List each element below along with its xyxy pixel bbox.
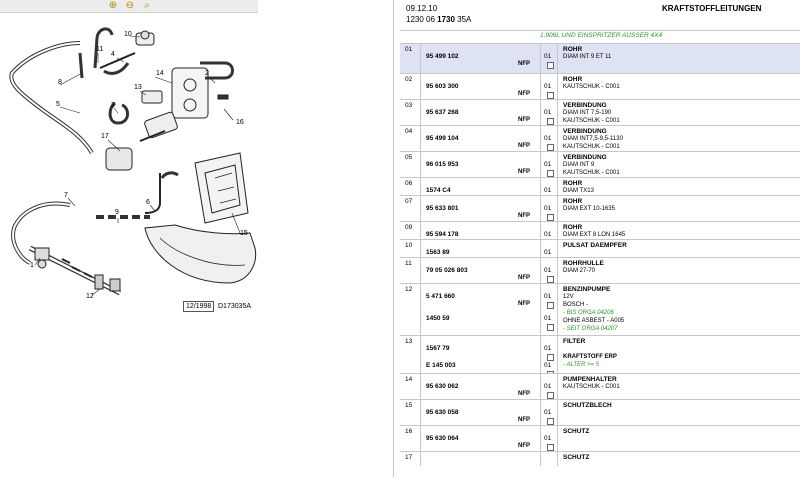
part-description: SCHUTZ: [563, 428, 590, 435]
part-detail: DIAM INT 7,5-190: [563, 110, 612, 116]
column-divider: [420, 452, 421, 466]
parts-list-header: [400, 0, 800, 28]
column-divider: [557, 426, 558, 452]
row-number: 15: [405, 402, 413, 409]
part-detail: DIAM EXT 10-1635: [563, 206, 615, 212]
part-detail: KAUTSCHUK - C001: [563, 170, 620, 176]
ref-part-c: 35A: [454, 15, 472, 24]
part-description: SCHUTZ: [563, 454, 590, 461]
row-number: 04: [405, 128, 413, 135]
part-number[interactable]: 1450 59: [426, 315, 450, 322]
column-divider: [420, 196, 421, 222]
subtitle-text: 1,906L UND EINSPRITZER AUSSER 4X4: [540, 32, 663, 39]
select-checkbox[interactable]: [547, 92, 554, 99]
part-description: BENZINPUMPE: [563, 286, 611, 293]
row-number: 02: [405, 76, 413, 83]
column-divider: [420, 336, 421, 374]
nfp-label: NFP: [518, 61, 530, 67]
callout-13: 13: [134, 84, 142, 91]
column-divider: [540, 178, 541, 196]
diagram-code: D173035A: [218, 303, 252, 310]
part-number[interactable]: 96 015 953: [426, 161, 459, 168]
part-detail: - ALTER >= 5: [563, 362, 600, 368]
callout-16: 16: [236, 119, 244, 126]
part-detail: - BIS ORGA 04206: [563, 310, 614, 316]
part-quantity: 01: [544, 109, 552, 116]
parts-row-02[interactable]: [400, 73, 800, 100]
part-detail: BOSCH -: [563, 302, 589, 308]
select-checkbox[interactable]: [547, 418, 554, 425]
part-detail: 12V: [563, 294, 574, 300]
row-number: 05: [405, 154, 413, 161]
nfp-label: NFP: [518, 91, 530, 97]
part-description: VERBINDUNG: [563, 128, 607, 135]
row-number: 07: [405, 198, 413, 205]
callout-9: 9: [115, 209, 119, 216]
part-quantity: 01: [544, 161, 552, 168]
nfp-label: NFP: [518, 417, 530, 423]
nfp-label: NFP: [518, 169, 530, 175]
page-title: KRAFTSTOFFLEITUNGEN: [662, 4, 762, 13]
part-description: ROHR: [563, 46, 583, 53]
column-divider: [420, 74, 421, 100]
column-divider: [557, 336, 558, 374]
part-detail: - SEIT ORGA 04207: [563, 326, 618, 332]
select-checkbox[interactable]: [547, 302, 554, 309]
column-divider: [540, 126, 541, 152]
part-number[interactable]: 95 633 801: [426, 205, 459, 212]
parts-row-06[interactable]: [400, 177, 800, 196]
part-number[interactable]: 5 471 660: [426, 293, 455, 300]
column-divider: [557, 452, 558, 466]
column-divider: [557, 126, 558, 152]
header-reference: [406, 15, 471, 24]
parts-row-04[interactable]: [400, 125, 800, 152]
row-number: 03: [405, 102, 413, 109]
part-number[interactable]: 79 05 026 803: [426, 267, 468, 274]
part-quantity: 01: [544, 293, 552, 300]
parts-row-15[interactable]: [400, 399, 800, 426]
part-detail: KAUTSCHUK - C001: [563, 118, 620, 124]
column-divider: [540, 44, 541, 74]
part-quantity: 01: [544, 135, 552, 142]
parts-row-03[interactable]: [400, 99, 800, 126]
row-number: 01: [405, 46, 413, 53]
part-description: ROHR: [563, 76, 583, 83]
row-number: 11: [405, 260, 412, 267]
part-description: FILTER: [563, 338, 586, 345]
column-divider: [557, 258, 558, 284]
part-detail: OHNE ASBEST - A005: [563, 318, 625, 324]
column-divider: [540, 258, 541, 284]
column-divider: [540, 400, 541, 426]
column-divider: [557, 240, 558, 258]
callout-11: 11: [96, 46, 104, 53]
part-quantity: 01: [544, 383, 552, 390]
zoom-out-icon[interactable]: ⊖: [125, 0, 135, 11]
part-number[interactable]: 95 499 104: [426, 135, 459, 142]
parts-row-01[interactable]: [400, 43, 800, 74]
nfp-label: NFP: [518, 275, 530, 281]
select-checkbox[interactable]: [547, 170, 554, 177]
part-number[interactable]: 95 603 300: [426, 83, 459, 90]
part-number[interactable]: 95 499 102: [426, 53, 459, 60]
part-quantity: 01: [544, 435, 552, 442]
part-quantity: 01: [544, 231, 552, 238]
part-quantity: 01: [544, 187, 552, 194]
part-number[interactable]: 1567 79: [426, 345, 450, 352]
part-detail: DIAM INT7,5-9,5-1130: [563, 136, 623, 142]
zoom-toolbar: [0, 0, 258, 13]
part-detail: DIAM TX13: [563, 188, 594, 194]
part-number[interactable]: E 145 003: [426, 362, 456, 369]
column-divider: [420, 240, 421, 258]
parts-row-13[interactable]: [400, 335, 800, 374]
part-description: PULSAT DAEMPFER: [563, 242, 627, 249]
row-number: 17: [405, 454, 413, 461]
column-divider: [540, 426, 541, 452]
parts-row-05[interactable]: [400, 151, 800, 178]
part-number[interactable]: 95 630 062: [426, 383, 459, 390]
column-divider: [557, 74, 558, 100]
column-divider: [557, 100, 558, 126]
callout-3: 3: [111, 102, 115, 109]
zoom-in-icon[interactable]: ⊕: [108, 0, 118, 11]
part-quantity: 01: [544, 205, 552, 212]
callout-1: 1: [30, 262, 34, 269]
callout-15: 15: [240, 230, 248, 237]
part-description: VERBINDUNG: [563, 154, 607, 161]
column-divider: [420, 400, 421, 426]
column-divider: [557, 284, 558, 336]
select-checkbox[interactable]: [547, 214, 554, 221]
column-divider: [420, 258, 421, 284]
column-divider: [557, 44, 558, 74]
parts-row-11[interactable]: [400, 257, 800, 284]
part-detail: DIAM INT 9: [563, 162, 595, 168]
callout-7: 7: [64, 192, 68, 199]
part-detail: KAUTSCHUK - C001: [563, 384, 620, 390]
row-number: 13: [405, 338, 413, 345]
callout-17: 17: [101, 133, 109, 140]
part-quantity: 01: [544, 249, 552, 256]
part-detail: DIAM 27-70: [563, 268, 596, 274]
row-number: 09: [405, 224, 413, 231]
column-divider: [557, 400, 558, 426]
column-divider: [420, 374, 421, 400]
column-divider: [557, 196, 558, 222]
column-divider: [540, 374, 541, 400]
part-description: SCHUTZBLECH: [563, 402, 612, 409]
parts-row-12[interactable]: [400, 283, 800, 336]
parts-row-14[interactable]: [400, 373, 800, 400]
parts-row-09[interactable]: [400, 221, 800, 240]
section-subtitle: [400, 30, 800, 44]
column-divider: [420, 152, 421, 178]
select-checkbox[interactable]: [547, 354, 554, 361]
part-description: ROHRHULLE: [563, 260, 604, 267]
header-date: 09.12.10: [406, 4, 438, 13]
part-number[interactable]: 1574 C4: [426, 187, 451, 194]
part-quantity: 01: [544, 362, 552, 369]
part-number[interactable]: 95 594 178: [426, 231, 459, 238]
callout-12: 12: [86, 293, 94, 300]
column-divider: [540, 196, 541, 222]
callout-5: 5: [56, 101, 60, 108]
diagram-panel: [0, 0, 394, 477]
part-detail: KAUTSCHUK - C001: [563, 144, 620, 150]
part-detail: KRAFTSTOFF ERP: [563, 354, 617, 360]
part-quantity: 01: [544, 315, 552, 322]
column-divider: [420, 100, 421, 126]
select-checkbox[interactable]: [547, 276, 554, 283]
part-description: ROHR: [563, 180, 583, 187]
column-divider: [540, 240, 541, 258]
part-number[interactable]: 1563 89: [426, 249, 450, 256]
callout-6: 6: [146, 199, 150, 206]
part-detail: DIAM EXT 8 LON 1645: [563, 232, 626, 238]
column-divider: [420, 44, 421, 74]
nfp-label: NFP: [518, 391, 530, 397]
part-number[interactable]: 95 630 058: [426, 409, 459, 416]
part-number[interactable]: 95 637 268: [426, 109, 459, 116]
row-number: 10: [405, 242, 413, 249]
nfp-label: NFP: [518, 117, 530, 123]
column-divider: [420, 426, 421, 452]
column-divider: [540, 74, 541, 100]
select-checkbox[interactable]: [547, 62, 554, 69]
select-checkbox[interactable]: [547, 324, 554, 331]
column-divider: [557, 152, 558, 178]
callout-14: 14: [156, 70, 164, 77]
part-detail: DIAM INT 9 ET 11: [563, 54, 612, 60]
column-divider: [420, 126, 421, 152]
column-divider: [540, 152, 541, 178]
callout-2: 2: [205, 70, 209, 77]
part-description: ROHR: [563, 198, 583, 205]
parts-row-16[interactable]: [400, 425, 800, 452]
select-checkbox[interactable]: [547, 392, 554, 399]
part-description: ROHR: [563, 224, 583, 231]
part-detail: KAUTSCHUK - C001: [563, 84, 620, 90]
part-quantity: 01: [544, 53, 552, 60]
part-quantity: 01: [544, 267, 552, 274]
column-divider: [540, 222, 541, 240]
exploded-parts-diagram[interactable]: [0, 13, 260, 313]
column-divider: [420, 178, 421, 196]
zoom-fit-icon[interactable]: ⌕: [144, 0, 150, 11]
nfp-label: NFP: [518, 143, 530, 149]
select-checkbox[interactable]: [547, 118, 554, 125]
part-quantity: 01: [544, 409, 552, 416]
part-description: PUMPENHALTER: [563, 376, 617, 383]
column-divider: [557, 374, 558, 400]
row-number: 12: [405, 286, 413, 293]
column-divider: [420, 222, 421, 240]
column-divider: [557, 178, 558, 196]
callout-4: 4: [111, 51, 115, 58]
part-number[interactable]: 95 630 064: [426, 435, 459, 442]
ref-part-b: 1730: [437, 15, 455, 24]
select-checkbox[interactable]: [547, 444, 554, 451]
ref-part-a: 1230 06: [406, 15, 438, 24]
nfp-label: NFP: [518, 213, 530, 219]
column-divider: [540, 284, 541, 336]
column-divider: [540, 452, 541, 466]
part-quantity: 01: [544, 83, 552, 90]
parts-row-10[interactable]: [400, 239, 800, 258]
select-checkbox[interactable]: [547, 144, 554, 151]
row-number: 06: [405, 180, 413, 187]
parts-row-17[interactable]: [400, 451, 800, 466]
part-description: VERBINDUNG: [563, 102, 607, 109]
callout-8: 8: [58, 79, 62, 86]
parts-row-07[interactable]: [400, 195, 800, 222]
nfp-label: NFP: [518, 301, 530, 307]
column-divider: [540, 100, 541, 126]
column-divider: [420, 284, 421, 336]
column-divider: [557, 222, 558, 240]
part-quantity: 01: [544, 345, 552, 352]
callout-10: 10: [124, 31, 132, 38]
diagram-date-box: 12/1998: [183, 301, 214, 312]
column-divider: [540, 336, 541, 374]
row-number: 16: [405, 428, 413, 435]
row-number: 14: [405, 376, 413, 383]
nfp-label: NFP: [518, 443, 530, 449]
